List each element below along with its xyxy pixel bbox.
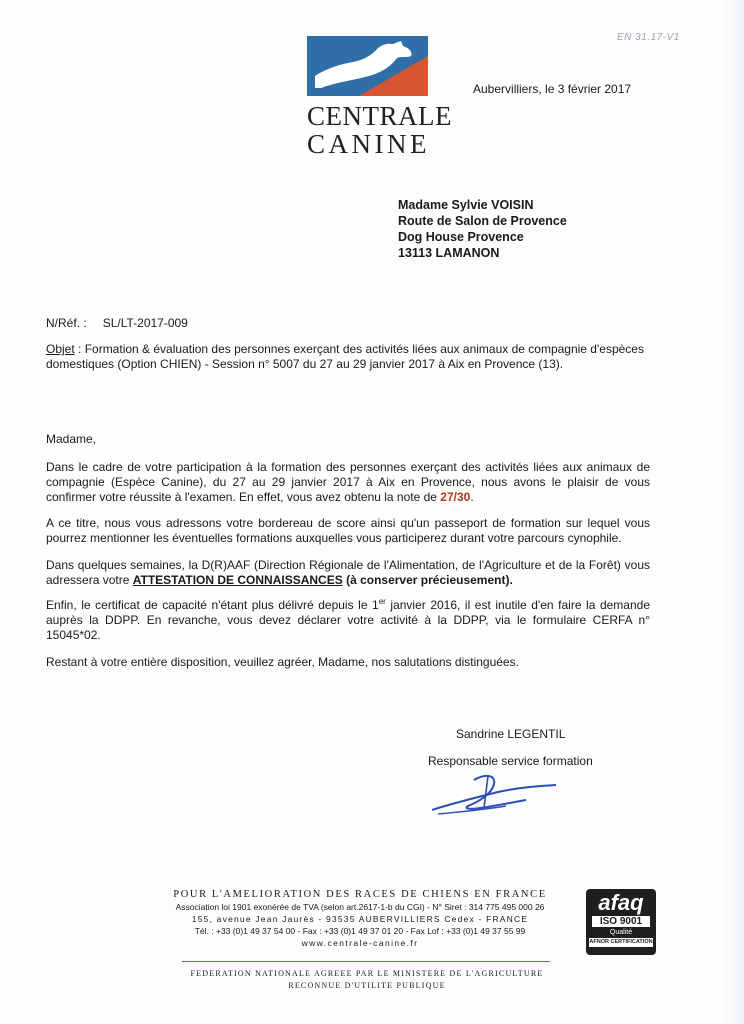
salutation: Madame, — [46, 432, 97, 446]
recipient-company: Dog House Provence — [398, 230, 524, 244]
subject-text: : Formation & évaluation des personnes exerçant des activités liées aux animaux de compagnie d'espèces domestiques (Option CHIEN) - Session n° 5007 du 27 au 29 janvier 2017 à Aix en Provence (13). — [46, 342, 644, 371]
recipient-city: 13113 LAMANON — [398, 246, 500, 260]
paragraph-certificate-b: janvier 2016, il est inutile d'en faire la demande auprès la DDPP. En revanche, vous devez déclarer votre activité à la DDPP, via le formulaire CERFA n° 15045*02. — [46, 598, 650, 642]
paragraph-documents: A ce titre, nous vous adressons votre bordereau de score ainsi qu'un passeport de formation sur lequel vous pourrez mentionner les éventuelles formations auxquelles vous participerez durant votre parcours cynophile. — [46, 516, 650, 545]
signer-role: Responsable service formation — [428, 754, 593, 768]
reference-value: SL/LT-2017-009 — [102, 316, 188, 330]
centrale-canine-logo — [307, 36, 452, 159]
utilite-publique-line: RECONNUE D'UTILITE PUBLIQUE — [288, 981, 446, 990]
reference-line — [46, 316, 188, 330]
attestation-title: ATTESTATION DE CONNAISSANCES — [132, 572, 343, 587]
dog-logo-icon — [307, 36, 428, 96]
scan-edge — [722, 0, 744, 1024]
paragraph-result-end: . — [470, 489, 474, 504]
paragraph-result-text: Dans le cadre de votre participation à la formation des personnes exerçant des activités liées aux animaux de compagnie (Espèce Canine), du 27 au 29 janvier 2017 à Aix en Provence, nous avons le plaisir de vous confirmer votre réussite à l'examen. En effet, vous avez obtenu la note de — [46, 460, 650, 504]
exam-score: 27/30 — [440, 489, 471, 504]
logo-word-canine: CANINE — [307, 129, 430, 159]
attestation-note: (à conserver précieusement). — [342, 572, 513, 587]
subject-line — [46, 342, 676, 372]
iso-label: ISO 9001 — [592, 916, 650, 927]
afnor-label: AFNOR CERTIFICATION — [589, 939, 653, 945]
federation-line: FEDERATION NATIONALE AGREEE PAR LE MINISTERE DE L'AGRICULTURE — [190, 969, 544, 978]
footer-phones: Tél. : +33 (0)1 49 37 54 00 - Fax : +33 (0)1 49 37 01 20 - Fax Lof : +33 (0)1 49 37 55 99 — [194, 926, 526, 936]
signer-name: Sandrine LEGENTIL — [456, 727, 566, 741]
document-code: EN 31.17-V1 — [617, 32, 680, 43]
recipient-name: Madame Sylvie VOISIN — [398, 198, 534, 212]
paragraph-attestation — [46, 558, 650, 588]
subject-label: Objet — [46, 342, 75, 356]
footer-divider — [182, 961, 550, 962]
afaq-iso-badge — [586, 889, 656, 955]
qualite-label: Qualité — [609, 929, 633, 936]
recipient-street: Route de Salon de Provence — [398, 214, 567, 228]
recipient-address — [398, 197, 567, 261]
reference-label: N/Réf. : — [46, 316, 87, 330]
footer-block — [150, 889, 570, 949]
handwritten-signature — [428, 768, 562, 818]
paragraph-attestation-text: Dans quelques semaines, la D(R)AAF (Direction Régionale de l'Alimentation, de l'Agriculture et de la Forêt) vous adressera votre — [46, 558, 650, 587]
footer-website: www.centrale-canine.fr — [301, 938, 419, 948]
paragraph-certificate — [46, 598, 650, 642]
federation-block — [150, 968, 584, 992]
paragraph-result — [46, 460, 650, 504]
footer-association: Association loi 1901 exonérée de TVA (selon art.2617-1-b du CGI) - N° Siret : 314 775 495 000 26 — [175, 902, 545, 912]
superscript-er: er — [378, 597, 386, 606]
footer-address: 155, avenue Jean Jaurès - 93535 AUBERVILLIERS Cedex - FRANCE — [191, 914, 529, 924]
afaq-brand: afaq — [598, 890, 644, 915]
place-date: Aubervilliers, le 3 février 2017 — [473, 82, 632, 96]
closing-paragraph: Restant à votre entière disposition, veuillez agréer, Madame, nos salutations distinguées. — [46, 655, 519, 669]
logo-word-centrale: CENTRALE — [307, 101, 452, 131]
paragraph-certificate-a: Enfin, le certificat de capacité n'étant plus délivré depuis le 1 — [46, 598, 379, 612]
footer-motto: POUR L'AMELIORATION DES RACES DE CHIENS EN FRANCE — [173, 889, 547, 900]
